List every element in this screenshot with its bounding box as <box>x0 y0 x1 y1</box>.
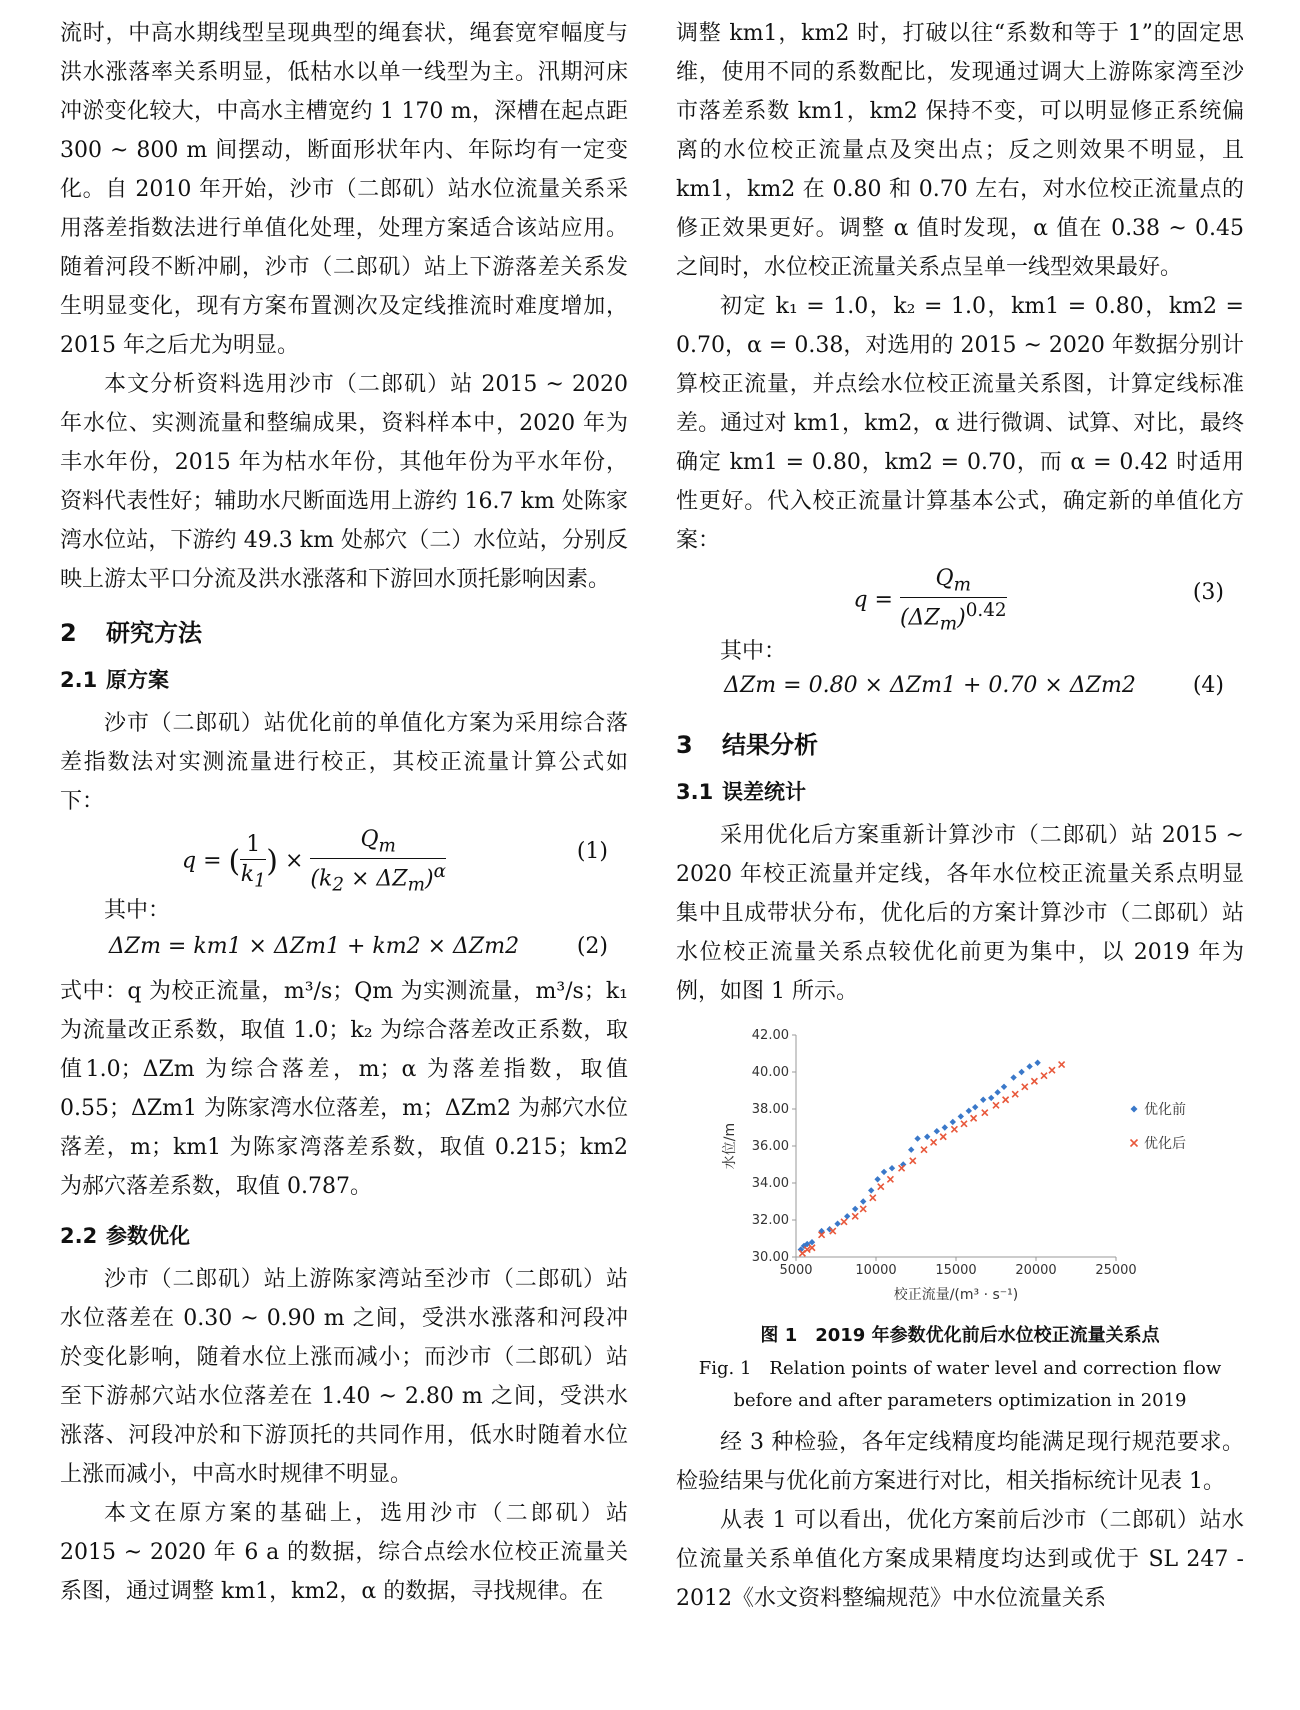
subsection-heading <box>676 776 1244 806</box>
y-tick-label: 36.00 <box>751 1139 789 1154</box>
data-point-after <box>1031 1078 1037 1084</box>
data-point-after <box>951 1126 957 1132</box>
data-point-before <box>972 1104 978 1110</box>
data-point-after <box>1041 1073 1047 1079</box>
section-heading <box>60 613 628 648</box>
data-point-before <box>868 1187 874 1193</box>
data-point-before <box>881 1169 887 1175</box>
data-point-after <box>878 1184 884 1190</box>
x-tick-label: 20000 <box>1015 1263 1057 1278</box>
data-point-after <box>841 1219 847 1225</box>
data-point-before <box>988 1095 994 1101</box>
equation-1: q = ( $\frac{1}{k_1}$ ) × $\frac{Q_m}{(k_2 \times \Delta Z_m)^\alpha}$ (1) <box>182 827 608 897</box>
data-point-before <box>1010 1074 1016 1080</box>
subsection-heading <box>60 664 628 694</box>
data-point-after <box>1003 1097 1009 1103</box>
subsection-heading <box>60 1220 628 1250</box>
equation-text: ΔZm = km1 × ΔZm1 + km2 × ΔZm2 <box>108 934 520 959</box>
data-point-before <box>924 1134 930 1140</box>
data-point-after <box>870 1195 876 1201</box>
data-point-before <box>1034 1060 1040 1066</box>
paragraph: 调整 km1，km2 时，打破以往“系数和等于 1”的固定思维，使用不同的系数配比，发现通过调大上游陈家湾至沙市落差系数 km1，km2 保持不变，可以明显修正系统偏离的水位校正流量点及突出点；反之则效果不明显，且 km1，km2 在 0.80 和 0.70 左右，对水位校正流量点的修正效果更好。调整 α 值时发现，α 值在 0.38 ~ 0.45 之间时，水位校正流量关系点呈单一线型效果最好。 <box>676 21 1244 280</box>
y-tick-label: 30.00 <box>751 1250 789 1265</box>
subsection-title: 误差统计 <box>722 780 806 804</box>
data-point-before <box>1026 1063 1032 1069</box>
legend-marker-diamond <box>1131 1106 1138 1113</box>
data-point-before <box>860 1198 866 1204</box>
x-tick-label: 15000 <box>935 1263 977 1278</box>
section-number: 3 <box>676 731 693 759</box>
chart-legend <box>1131 1101 1187 1152</box>
paragraph: 经 3 种检验，各年定线精度均能满足现行规范要求。检验结果与优化前方案进行对比，相关指标统计见表 1。 <box>676 1430 1244 1494</box>
subsection-number: 3.1 <box>676 780 714 804</box>
data-point-before <box>914 1135 920 1141</box>
section-heading <box>676 725 1244 760</box>
data-point-before <box>852 1206 858 1212</box>
data-point-before <box>874 1176 880 1182</box>
data-point-before <box>844 1213 850 1219</box>
equation-number: (2) <box>576 934 608 959</box>
data-point-after <box>940 1134 946 1140</box>
data-point-after <box>961 1121 967 1127</box>
legend-label: 优化前 <box>1144 1102 1186 1118</box>
x-axis-label: 校正流量/(m³ · s⁻¹) <box>893 1287 1019 1303</box>
data-point-after <box>971 1115 977 1121</box>
subsection-number: 2.2 <box>60 1224 98 1248</box>
x-tick-label: 5000 <box>779 1263 813 1278</box>
equation-number: (3) <box>1192 580 1224 605</box>
subsection-title: 原方案 <box>106 668 169 692</box>
y-tick-label: 40.00 <box>751 1065 789 1080</box>
data-point-after <box>1059 1062 1065 1068</box>
figure-caption-en-line1: Fig. 1 Relation points of water level and correction flow <box>698 1358 1222 1379</box>
paragraph: 采用优化后方案重新计算沙市（二郎矶）站 2015 ~ 2020 年校正流量并定线，各年水位校正流量关系点明显集中且成带状分布，优化后的方案计算沙市（二郎矶）站水位校正流量关系点较优化前更为集中，以 2019 年为例，如图 1 所示。 <box>676 823 1244 1004</box>
data-point-after <box>931 1139 937 1145</box>
equation-number: (1) <box>576 839 608 864</box>
data-point-before <box>966 1108 972 1114</box>
data-point-before <box>958 1113 964 1119</box>
data-point-after <box>1049 1067 1055 1073</box>
data-point-after <box>1012 1091 1018 1097</box>
right-column <box>676 14 1244 1618</box>
y-tick-label: 34.00 <box>751 1176 789 1191</box>
equation-text: ΔZm = 0.80 × ΔZm1 + 0.70 × ΔZm2 <box>724 673 1136 698</box>
left-column <box>60 14 628 1611</box>
paragraph: 本文在原方案的基础上，选用沙市（二郎矶）站 2015 ~ 2020 年 6 a 的数据，综合点绘水位校正流量关系图，通过调整 km1，km2，α 的数据，寻找规律。在 <box>60 1501 628 1604</box>
data-point-after <box>1022 1084 1028 1090</box>
section-number: 2 <box>60 619 77 647</box>
y-tick-label: 42.00 <box>751 1028 789 1043</box>
legend-label: 优化后 <box>1144 1136 1186 1152</box>
equation-number: (4) <box>1192 673 1224 698</box>
paragraph: 式中：q 为校正流量，m³/s；Qm 为实测流量，m³/s；k₁ 为流量改正系数，取值 1.0；k₂ 为综合落差改正系数，取值1.0；ΔZm 为综合落差，m；α 为落差指数，取值0.55；ΔZm1 为陈家湾水位落差，m；ΔZm2 为郝穴水位落差，m；km1 为陈家湾落差系数，取值 0.215；km2 为郝穴落差系数，取值 0.787。 <box>60 979 628 1199</box>
scatter-chart <box>676 1017 1244 1317</box>
subsection-title: 参数优化 <box>106 1224 190 1248</box>
paragraph: 沙市（二郎矶）站优化前的单值化方案为采用综合落差指数法对实测流量进行校正，其校正流量计算公式如下： <box>60 711 628 814</box>
x-tick-label: 10000 <box>855 1263 897 1278</box>
paragraph: 本文分析资料选用沙市（二郎矶）站 2015 ~ 2020 年水位、实测流量和整编成果，资料样本中，2020 年为丰水年份，2015 年为枯水年份，其他年份为平水年份，资料代表性好；辅助水尺断面选用上游约 16.7 km 处陈家湾水位站，下游约 49.3 km 处郝穴（二）水位站，分别反映上游太平口分流及洪水涨落和下游回水顶托影响因素。 <box>60 372 628 592</box>
data-point-after <box>993 1102 999 1108</box>
data-point-after <box>852 1213 858 1219</box>
data-point-before <box>1018 1069 1024 1075</box>
data-point-before <box>994 1089 1000 1095</box>
data-point-before <box>950 1119 956 1125</box>
data-point-after <box>982 1110 988 1116</box>
data-point-before <box>834 1221 840 1227</box>
equation-2 <box>60 930 628 972</box>
data-point-after <box>860 1206 866 1212</box>
data-point-before <box>908 1147 914 1153</box>
data-point-before <box>980 1097 986 1103</box>
subsection-number: 2.1 <box>60 668 98 692</box>
paragraph: 从表 1 可以看出，优化方案前后沙市（二郎矶）站水位流量关系单值化方案成果精度均达到或优于 SL 247 - 2012《水文资料整编规范》中水位流量关系 <box>676 1508 1244 1611</box>
paragraph: 沙市（二郎矶）站上游陈家湾站至沙市（二郎矶）站水位落差在 0.30 ~ 0.90 m 之间，受洪水涨落和河段冲於变化影响，随着水位上涨而减小；而沙市（二郎矶）站至下游郝穴站水位落差在 1.40 ~ 2.80 m 之间，受洪水涨落、河段冲於和下游顶托的共同作用，低水时随着水位上涨而减小，中高水时规律不明显。 <box>60 1267 628 1487</box>
data-point-before <box>1001 1084 1007 1090</box>
y-tick-label: 38.00 <box>751 1102 789 1117</box>
data-point-after <box>887 1176 893 1182</box>
paragraph: 流时，中高水期线型呈现典型的绳套状，绳套宽窄幅度与洪水涨落率关系明显，低枯水以单一线型为主。汛期河床冲淤变化较大，中高水主槽宽约 1 170 m，深槽在起点距 300 ~ 800 m 间摆动，断面形状年内、年际均有一定变化。自 2010 年开始，沙市（二郎矶）站水位流量关系采用落差指数法进行单值化处理，处理方案适合该站应用。随着河段不断冲刷，沙市（二郎矶）站上下游落差关系发生明显变化，现有方案布置测次及定线推流时难度增加，2015 年之后尤为明显。 <box>60 21 628 358</box>
section-title: 研究方法 <box>106 619 202 647</box>
equation-3: q = $\frac{Q_m}{(\Delta Z_m)^{0.42}}$ (3) <box>853 566 1224 636</box>
y-tick-label: 32.00 <box>751 1213 789 1228</box>
where-label: 其中： <box>720 639 787 664</box>
y-axis-label: 水位/m <box>722 1122 738 1170</box>
x-tick-label: 25000 <box>1095 1263 1137 1278</box>
chart-axes <box>721 1028 1137 1303</box>
data-point-after <box>910 1158 916 1164</box>
where-label: 其中： <box>104 898 171 923</box>
data-point-before <box>942 1124 948 1130</box>
legend-marker-x <box>1131 1140 1138 1147</box>
figure-1 <box>676 1017 1244 1317</box>
figure-caption-cn: 图 1 2019 年参数优化前后水位校正流量关系点 <box>760 1325 1160 1346</box>
figure-caption-en <box>676 1353 1244 1417</box>
data-point-before <box>934 1128 940 1134</box>
paragraph: 初定 k₁ = 1.0，k₂ = 1.0，km1 = 0.80，km2 = 0.70，α = 0.38，对选用的 2015 ~ 2020 年数据分别计算校正流量，并点绘水位校正流量关系图，计算定线标准差。通过对 km1，km2，α 进行微调、试算、对比，最终确定 km1 = 0.80，km2 = 0.70，而 α = 0.42 时适用性更好。代入校正流量计算基本公式，确定新的单值化方案： <box>676 294 1244 553</box>
figure-caption-en-line2: before and after parameters optimization in 2019 <box>733 1390 1187 1411</box>
data-point-before <box>889 1165 895 1171</box>
data-point-after <box>921 1147 927 1153</box>
chart-marks <box>798 1060 1065 1257</box>
section-title: 结果分析 <box>722 731 818 759</box>
equation-4 <box>676 671 1244 711</box>
